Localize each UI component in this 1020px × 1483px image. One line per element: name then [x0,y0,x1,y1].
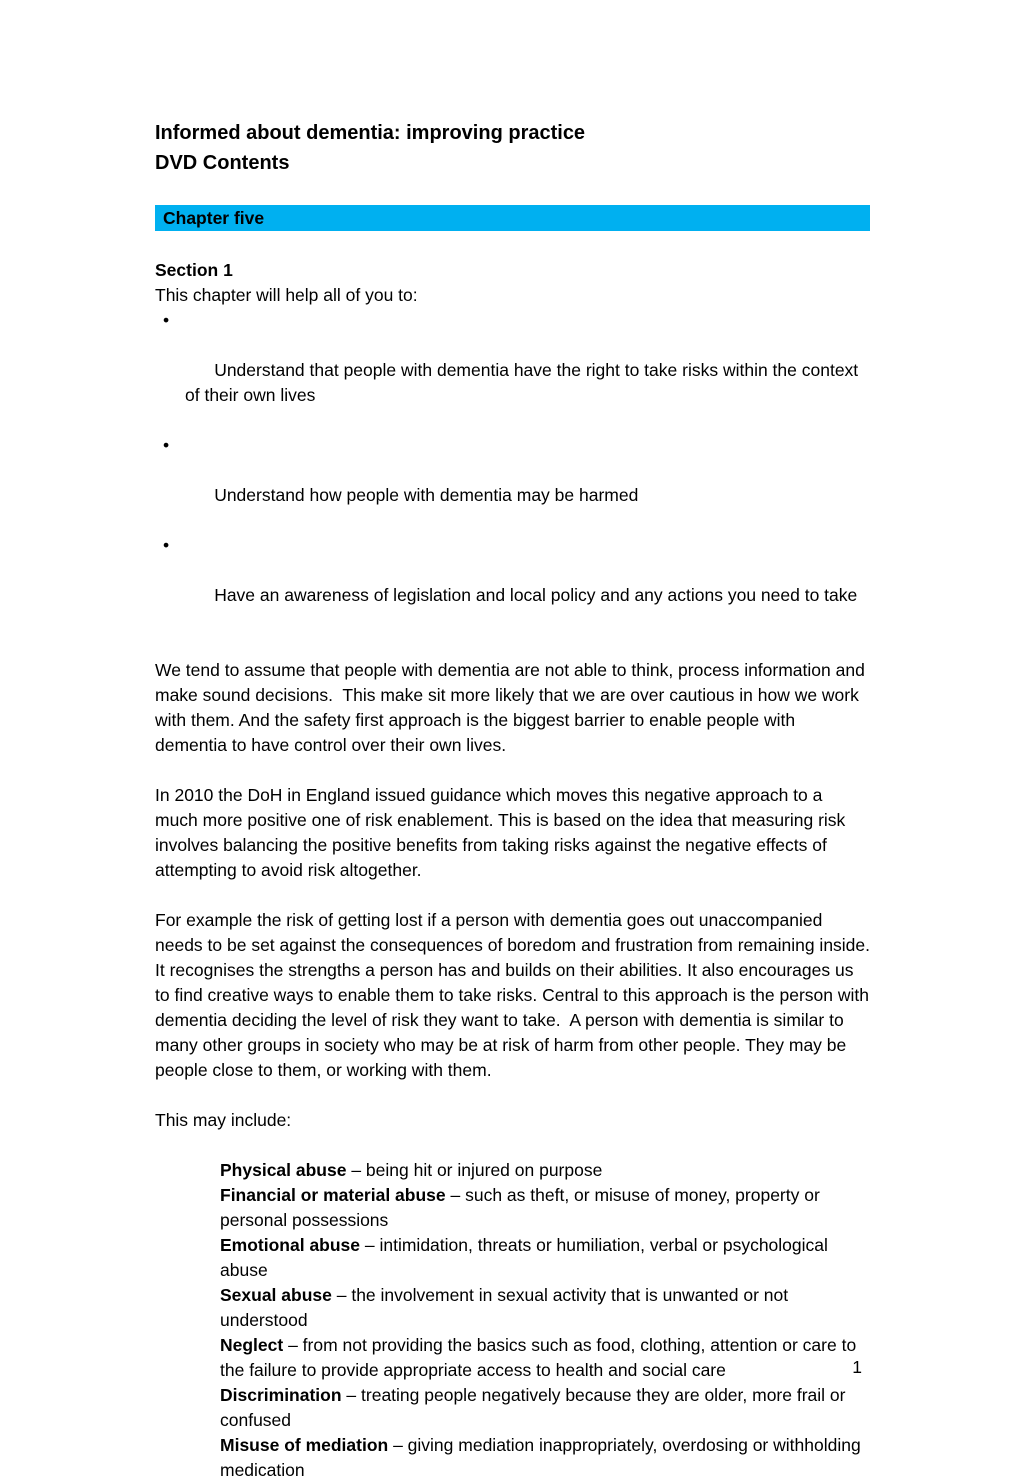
list-item [155,1383,870,1433]
abuse-term: Physical abuse [220,1160,347,1180]
may-include-text: This may include: [155,1110,292,1130]
section-heading: Section 1 [155,260,233,280]
document-title [155,118,870,178]
paragraph: For example the risk of getting lost if a person with dementia goes out unaccompanied needs to be set against the consequences of boredom and frustration from remaining inside. It recognises the strengths a person has and builds on their abilities. It also encourages us to find creative ways to enable them to take risks. Central to this approach is the person with dementia deciding the level of risk they want to take. A person with dementia is similar to many other groups in society who may be at risk of harm from other people. They may be people close to them, or working with them. [155,910,880,1080]
chapter-banner [155,205,870,231]
list-item-text: Understand that people with dementia have the right to take risks within the context of their own lives [185,360,864,405]
page-number: 1 [852,1357,862,1377]
list-item [155,308,870,433]
paragraph: We tend to assume that people with dementia are not able to think, process information and make sound decisions. This make sit more likely that we are over cautious in how we work with them. And the safety first approach is the biggest barrier to enable people with dementia to have control over their own lives. [155,660,870,755]
abuse-description: – such as theft, or misuse of money, property or personal possessions [220,1185,825,1230]
intro-text: This chapter will help all of you to: [155,285,418,305]
list-item [155,1183,870,1233]
chapter-banner-label: Chapter five [163,208,265,228]
list-item [155,1158,870,1183]
abuse-description: – the involvement in sexual activity that is unwanted or not understood [220,1285,793,1330]
abuse-types-list [155,1158,870,1483]
abuse-description: – being hit or injured on purpose [346,1160,603,1180]
bullet-icon: • [163,435,170,455]
bullet-icon: • [163,310,170,330]
abuse-term: Neglect [220,1335,284,1355]
list-item [155,533,870,633]
abuse-description: – giving mediation inappropriately, overdosing or withholding medication [220,1435,866,1480]
list-item [155,1233,870,1283]
abuse-term: Financial or material abuse [220,1185,446,1205]
abuse-description: – intimidation, threats or humiliation, verbal or psychological abuse [220,1235,833,1280]
abuse-description: – treating people negatively because they are older, more frail or confused [220,1385,851,1430]
list-item-text: Understand how people with dementia may be harmed [214,485,639,505]
title-line-2: DVD Contents [155,152,290,174]
bullet-icon: • [163,535,170,555]
list-item [155,1433,870,1483]
abuse-term: Discrimination [220,1385,342,1405]
abuse-term: Sexual abuse [220,1285,332,1305]
list-item [155,433,870,533]
list-item-text: Have an awareness of legislation and local policy and any actions you need to take [214,585,858,605]
abuse-description: – from not providing the basics such as food, clothing, attention or care to the failure to provide appropriate access to health and social care [220,1335,862,1380]
list-item [155,1333,870,1383]
abuse-term: Emotional abuse [220,1235,361,1255]
list-item [155,1283,870,1333]
objectives-list [155,308,870,633]
title-line-1: Informed about dementia: improving practice [155,122,586,144]
paragraph: In 2010 the DoH in England issued guidance which moves this negative approach to a much more positive one of risk enablement. This is based on the idea that measuring risk involves balancing the positive benefits from taking risks against the negative effects of attempting to avoid risk altogether. [155,785,851,880]
abuse-term: Misuse of mediation [220,1435,389,1455]
